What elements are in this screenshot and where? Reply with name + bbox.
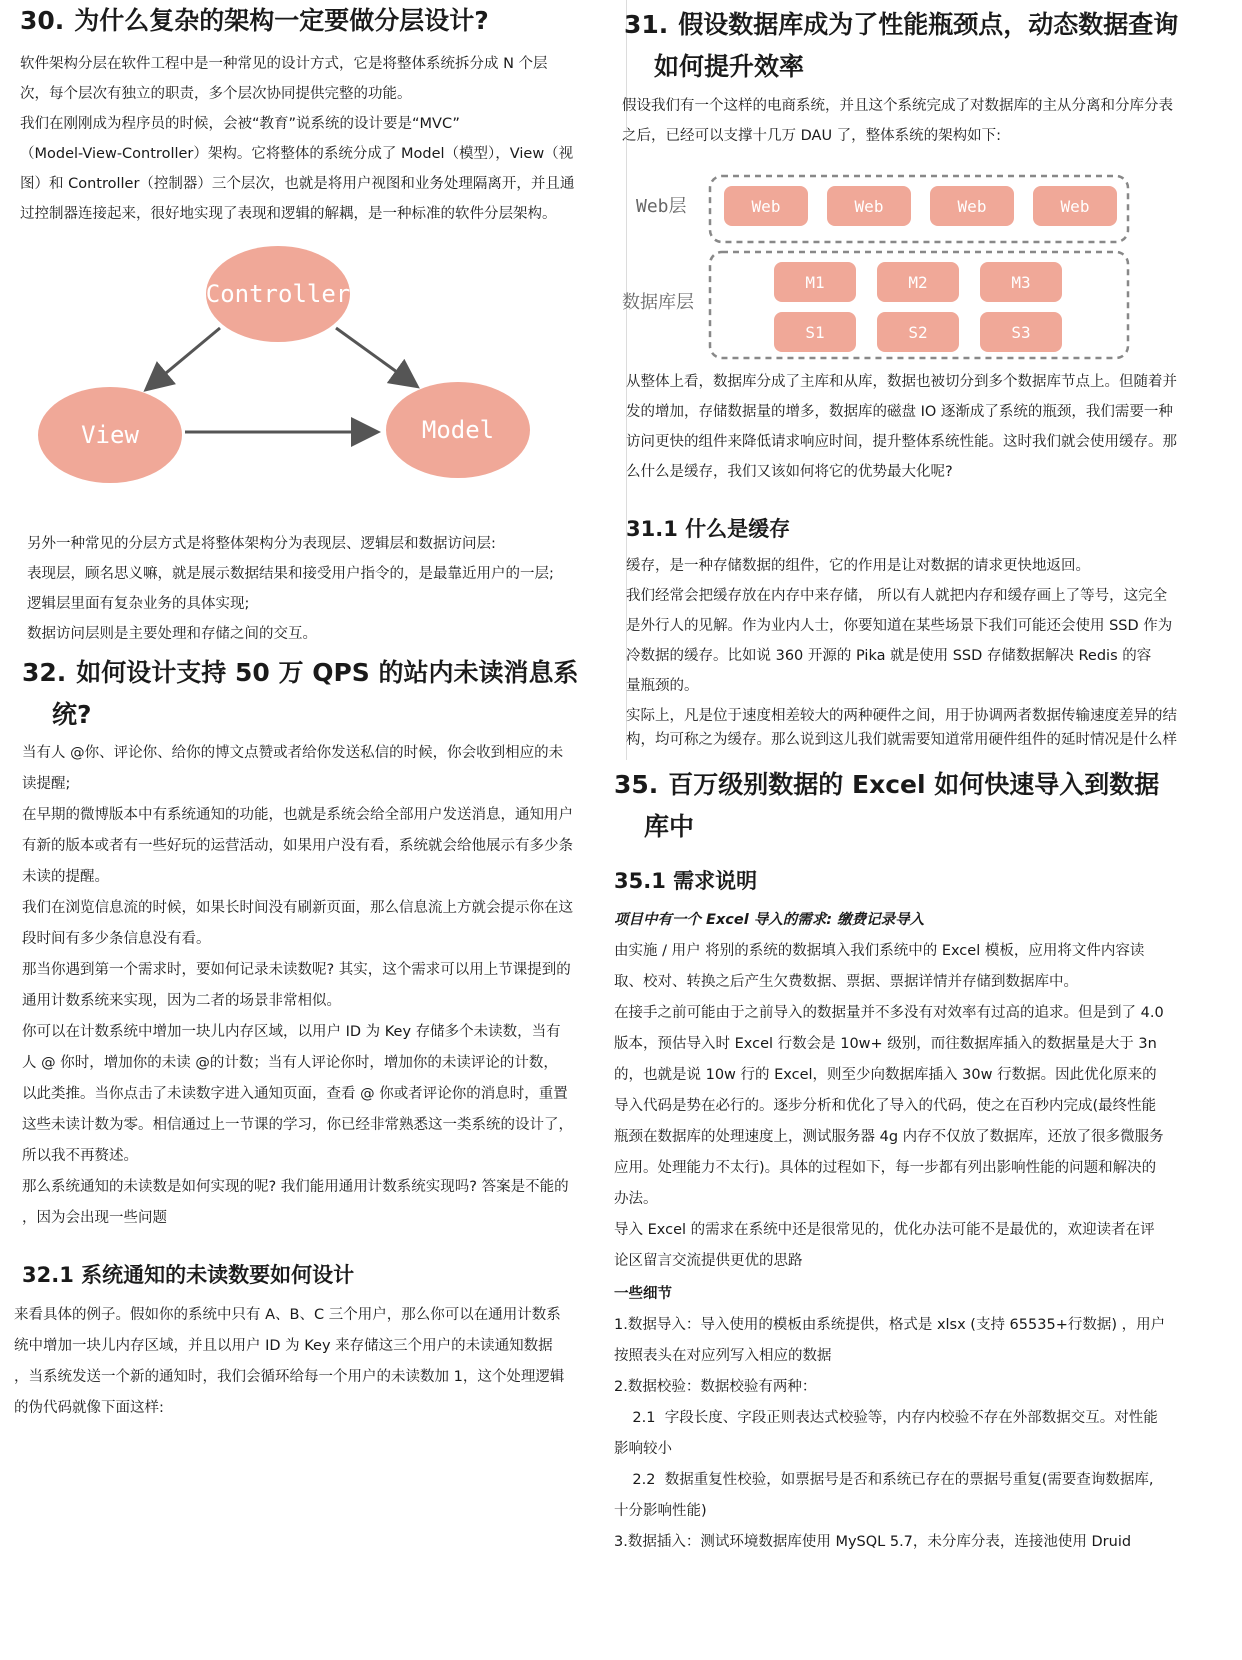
section-30: [0, 0, 622, 680]
paragraph: 取、校对、转换之后产生欠费数据、票据、票据详情并存储到数据库中。: [614, 974, 1078, 990]
detail-line: 2.数据校验：数据校验有两种：: [614, 1379, 817, 1395]
paragraph: 从整体上看，数据库分成了主库和从库，数据也被切分到多个数据库节点上。但随着并: [626, 374, 1177, 390]
section-title: 百万级别数据的 Excel 如何快速导入到数据: [668, 770, 1160, 799]
slave-node-label: S3: [1011, 323, 1031, 342]
web-node-label: Web: [854, 197, 884, 216]
paragraph: 冷数据的缓存。比如说 360 开源的 Pika 就是使用 SSD 存储数据解决 Redis 的容: [626, 648, 1152, 664]
paragraph: 由实施 / 用户 将别的系统的数据填入我们系统中的 Excel 模板，应用将文件内容读: [614, 943, 1145, 959]
paragraph: 量瓶颈的。: [626, 678, 699, 694]
section-title: 假设数据库成为了性能瓶颈点，动态数据查询: [678, 10, 1179, 39]
paragraph: 论区留言交流提供更优的思路: [614, 1253, 803, 1269]
paragraph: 我们经常会把缓存放在内存中来存储， 所以有人就把内存和缓存画上了等号，这完全: [626, 588, 1168, 604]
detail-line: 影响较小: [614, 1441, 672, 1457]
paragraph: 未读的提醒。: [22, 869, 109, 885]
detail-line: 按照表头在对应列写入相应的数据: [614, 1348, 832, 1364]
paragraph: 当有人 @你、评论你、给你的博文点赞或者给你发送私信的时候，你会收到相应的未: [22, 745, 564, 761]
details-title: 一些细节: [614, 1286, 672, 1302]
paragraph: 假设我们有一个这样的电商系统，并且这个系统完成了对数据库的主从分离和分库分表: [622, 98, 1173, 114]
paragraph: 数据访问层则是主要处理和存储之间的交互。: [27, 626, 317, 642]
paragraph: 我们在刚刚成为程序员的时候，会被“教育”说系统的设计要是“MVC”: [20, 116, 460, 132]
paragraph: 另外一种常见的分层方式是将整体架构分为表现层、逻辑层和数据访问层:: [27, 536, 496, 552]
paragraph: 次，每个层次有独立的职责，多个层次协同提供完整的功能。: [20, 86, 412, 102]
paragraph: 发的增加，存储数据量的增多，数据库的磁盘 IO 逐渐成了系统的瓶颈，我们需要一种: [626, 404, 1173, 420]
paragraph: 表现层，顾名思义嘛，就是展示数据结果和接受用户指令的，是最靠近用户的一层;: [27, 566, 554, 582]
paragraph: 之后，已经可以支撑十几万 DAU 了，整体系统的架构如下:: [622, 128, 1002, 144]
requirement-line: 项目中有一个 Excel 导入的需求: 缴费记录导入: [614, 912, 925, 928]
paragraph: 通用计数系统来实现，因为二者的场景非常相似。: [22, 993, 341, 1009]
section-32-heading: [22, 652, 578, 736]
detail-line: 十分影响性能): [614, 1503, 707, 1519]
paragraph: 缓存，是一种存储数据的组件，它的作用是让对数据的请求更快地返回。: [626, 558, 1090, 574]
section-number: 31.: [624, 10, 669, 39]
section-number: 30.: [20, 6, 65, 35]
controller-label: Controller: [205, 280, 351, 308]
controller-to-view-arrow: [148, 328, 220, 388]
paragraph: 导入代码是势在必行的。逐步分析和优化了导入的代码，使之在百秒内完成(最终性能: [614, 1098, 1157, 1114]
section-35: [614, 770, 1242, 1660]
detail-line: 1.数据导入：导入使用的模板由系统提供，格式是 xlsx (支持 65535+行数据) ，用户: [614, 1317, 1166, 1333]
section-number: 32.: [22, 658, 67, 687]
subsection-35-1-heading: 35.1 需求说明: [614, 869, 758, 893]
model-label: Model: [421, 416, 495, 444]
paragraph: 导入 Excel 的需求在系统中还是很常见的，优化办法可能不是最优的，欢迎读者在评: [614, 1222, 1155, 1238]
detail-line: 3.数据插入：测试环境数据库使用 MySQL 5.7，未分库分表，连接池使用 Druid: [614, 1534, 1132, 1550]
paragraph: 我们在浏览信息流的时候，如果长时间没有刷新页面，那么信息流上方就会提示你在这: [22, 900, 573, 916]
web-node-label: Web: [1060, 197, 1090, 216]
subsection-32-1-heading: 32.1 系统通知的未读数要如何设计: [22, 1263, 355, 1287]
paragraph: 的，也就是说 10w 行的 Excel，则至少向数据库插入 30w 行数据。因此优化原来的: [614, 1067, 1157, 1083]
web-node-label: Web: [957, 197, 987, 216]
master-node-label: M1: [805, 273, 825, 292]
paragraph: （Model-View-Controller）架构。它将整体的系统分成了 Model（模型），View（视: [20, 146, 574, 162]
section-title: 为什么复杂的架构一定要做分层设计?: [74, 6, 489, 35]
paragraph: 版本，预估导入时 Excel 行数会是 10w+ 级别，而往数据库插入的数据量是大于 3n: [614, 1036, 1157, 1052]
paragraph: 实际上，凡是位于速度相差较大的两种硬件之间，用于协调两者数据传输速度差异的结: [626, 708, 1177, 724]
slave-node-label: S1: [805, 323, 825, 342]
section-35-heading: [614, 764, 1159, 848]
paragraph: 段时间有多少条信息没有看。: [22, 931, 211, 947]
section-title-continued: 库中: [644, 812, 695, 841]
section-title-continued: 统?: [52, 700, 92, 729]
web-layer-label: Web层: [636, 196, 687, 217]
section-32: [0, 658, 622, 1660]
section-30-heading: [20, 0, 489, 42]
mvc-diagram: [30, 240, 560, 490]
paragraph: 构，均可称之为缓存。那么说到这儿我们就需要知道常用硬件组件的延时情况是什么样: [626, 732, 1177, 748]
paragraph: ，当系统发送一个新的通知时，我们会循环给每一个用户的未读数加 1，这个处理逻辑: [14, 1369, 565, 1385]
paragraph: 人 @ 你时，增加你的未读 @的计数；当有人评论你时，增加你的未读评论的计数，: [22, 1055, 558, 1071]
paragraph: 应用。处理能力不太行)。具体的过程如下，每一步都有列出影响性能的问题和解决的: [614, 1160, 1157, 1176]
paragraph: 在接手之前可能由于之前导入的数据量并不多没有对效率有过高的追求。但是到了 4.0: [614, 1005, 1164, 1021]
paragraph: 访问更快的组件来降低请求响应时间，提升整体系统性能。这时我们就会使用缓存。那: [626, 434, 1177, 450]
section-number: 35.: [614, 770, 659, 799]
view-label: View: [81, 421, 139, 449]
paragraph: 读提醒;: [22, 776, 71, 792]
paragraph: 以此类推。当你点击了未读数字进入通知页面，查看 @ 你或者评论你的消息时，重置: [22, 1086, 568, 1102]
section-31-heading: [624, 4, 1178, 88]
paragraph: 软件架构分层在软件工程中是一种常见的设计方式，它是将整体系统拆分成 N 个层: [20, 56, 548, 72]
paragraph: 你可以在计数系统中增加一块儿内存区域，以用户 ID 为 Key 存储多个未读数，当有: [22, 1024, 561, 1040]
db-architecture-diagram: [620, 168, 1140, 363]
section-title: 如何设计支持 50 万 QPS 的站内未读消息系: [76, 658, 579, 687]
clipped-line: [27, 618, 607, 640]
paragraph: 瓶颈在数据库的处理速度上，测试服务器 4g 内存不仅放了数据库，还放了很多微服务: [614, 1129, 1164, 1145]
master-node-label: M2: [908, 273, 928, 292]
paragraph: 那么系统通知的未读数是如何实现的呢? 我们能用通用计数系统实现吗? 答案是不能的: [22, 1179, 569, 1195]
paragraph: 所以我不再赘述。: [22, 1148, 138, 1164]
section-title-continued: 如何提升效率: [654, 52, 805, 81]
paragraph: 来看具体的例子。假如你的系统中只有 A、B、C 三个用户，那么你可以在通用计数系: [14, 1307, 561, 1323]
paragraph: 是外行人的见解。作为业内人士，你要知道在某些场景下我们可能还会使用 SSD 作为: [626, 618, 1173, 634]
paragraph: 么什么是缓存，我们又该如何将它的优势最大化呢?: [626, 464, 953, 480]
paragraph: 那当你遇到第一个需求时，要如何记录未读数呢? 其实，这个需求可以用上节课提到的: [22, 962, 571, 978]
paragraph: 这些未读计数为零。相信通过上一节课的学习，你已经非常熟悉这一类系统的设计了，: [22, 1117, 573, 1133]
paragraph: 在早期的微博版本中有系统通知的功能，也就是系统会给全部用户发送消息，通知用户: [22, 807, 573, 823]
paragraph: 过控制器连接起来，很好地实现了表现和逻辑的解耦，是一种标准的软件分层架构。: [20, 206, 557, 222]
db-layer-label: 数据库层: [622, 292, 694, 313]
slave-node-label: S2: [908, 323, 928, 342]
paragraph: ，因为会出现一些问题: [22, 1210, 167, 1226]
paragraph: 逻辑层里面有复杂业务的具体实现;: [27, 596, 250, 612]
master-node-label: M3: [1011, 273, 1031, 292]
paragraph: 图）和 Controller（控制器）三个层次，也就是将用户视图和业务处理隔离开，并且通: [20, 176, 575, 192]
paragraph: 统中增加一块儿内存区域，并且以用户 ID 为 Key 来存储这三个用户的未读通知数据: [14, 1338, 553, 1354]
web-node-label: Web: [751, 197, 781, 216]
paragraph: 有新的版本或者有一些好玩的运营活动，如果用户没有看，系统就会给他展示有多少条: [22, 838, 573, 854]
clipped-line: [626, 734, 1206, 746]
detail-line: 2.2 数据重复性校验，如票据号是否和系统已存在的票据号重复(需要查询数据库,: [614, 1472, 1154, 1488]
subsection-31-1-heading: 31.1 什么是缓存: [626, 517, 791, 541]
paragraph: 的伪代码就像下面这样:: [14, 1400, 164, 1416]
paragraph: 办法。: [614, 1191, 658, 1207]
controller-to-model-arrow: [336, 328, 415, 385]
detail-line: 2.1 字段长度、字段正则表达式校验等，内存内校验不存在外部数据交互。对性能: [614, 1410, 1158, 1426]
